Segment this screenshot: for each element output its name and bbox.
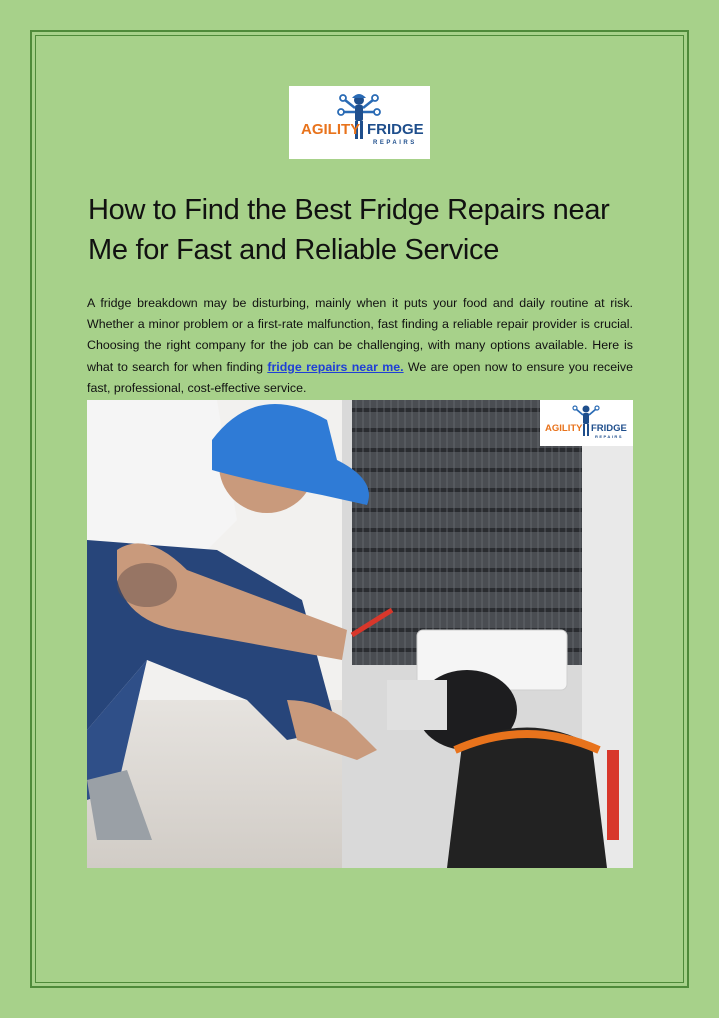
article-body — [87, 293, 633, 399]
technician-repairing-fridge-image — [87, 400, 633, 868]
body-text-intro: A fridge breakdown may be disturbing, mainly when it puts your food and daily routine at risk. Whether a minor problem or a first-rate malfunction, fast finding a reliable repair provider is crucial. Choosing the right company for the job can be challenging, with many options available. Here is what to search for when finding — [87, 296, 633, 374]
fridge-repairs-link[interactable]: fridge repairs near me. — [267, 359, 404, 374]
photo-logo-word-fridge: FRIDGE — [591, 423, 627, 434]
logo-word-repairs: REPAIRS — [373, 140, 417, 146]
photo-logo-word-repairs: REPAIRS — [595, 434, 623, 439]
logo-word-fridge: FRIDGE — [367, 121, 424, 138]
body-text-outro: We are open now to ensure you receive fast, professional, cost-effective service. — [87, 359, 633, 395]
article-title: How to Find the Best Fridge Repairs near Me for Fast and Reliable Service — [88, 194, 610, 266]
photo-logo-word-agility: AGILITY — [545, 423, 583, 434]
logo-word-agility: AGILITY — [301, 121, 361, 138]
brand-logo — [289, 86, 430, 159]
photo-brand-logo — [540, 400, 633, 446]
